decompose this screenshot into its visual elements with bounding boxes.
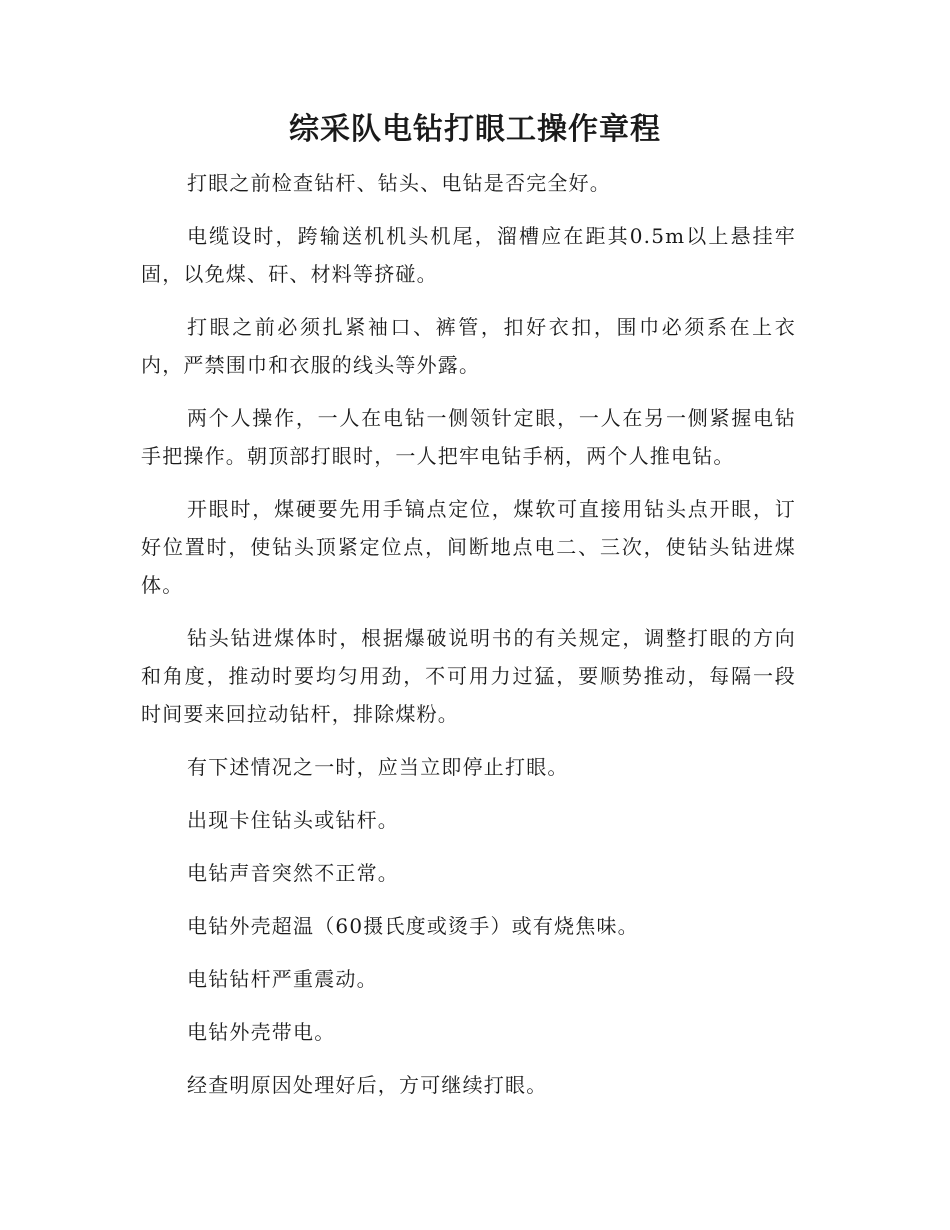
paragraph: 电钻钻杆严重震动。 [187,967,378,991]
paragraph: 两个人操作，一人在电钻一侧领针定眼，一人在另一侧紧握电钻手把操作。朝顶部打眼时，一人把牢电钻手柄，两个人推电钻。 [141,406,796,468]
paragraph: 电钻外壳超温（60摄氏度或烫手）或有烧焦味。 [187,914,639,938]
paragraph: 打眼之前检查钻杆、钻头、电钻是否完全好。 [187,171,611,195]
paragraph: 电钻外壳带电。 [187,1020,336,1044]
paragraph: 电钻声音突然不正常。 [187,861,399,885]
paragraph: 打眼之前必须扎紧袖口、裤管，扣好衣扣，围巾必须系在上衣内，严禁围巾和衣服的线头等外露。 [141,315,796,377]
paragraph: 开眼时，煤硬要先用手镐点定位，煤软可直接用钻头点开眼，订好位置时，使钻头顶紧定位点，间断地点电二、三次，使钻头钻进煤体。 [141,497,796,597]
document-body [141,164,796,1119]
paragraph: 有下述情况之一时，应当立即停止打眼。 [187,755,569,779]
document-title: 综采队电钻打眼工操作章程 [289,112,661,147]
paragraph: 电缆设时，跨输送机机头机尾，溜槽应在距其0.5m以上悬挂牢固，以免煤、矸、材料等挤碰。 [141,224,796,286]
paragraph: 出现卡住钻头或钻杆。 [187,808,399,832]
paragraph: 经查明原因处理好后，方可继续打眼。 [187,1073,548,1097]
paragraph: 钻头钻进煤体时，根据爆破说明书的有关规定，调整打眼的方向和角度，推动时要均匀用劲，不可用力过猛，要顺势推动，每隔一段时间要来回拉动钻杆，排除煤粉。 [141,626,796,726]
